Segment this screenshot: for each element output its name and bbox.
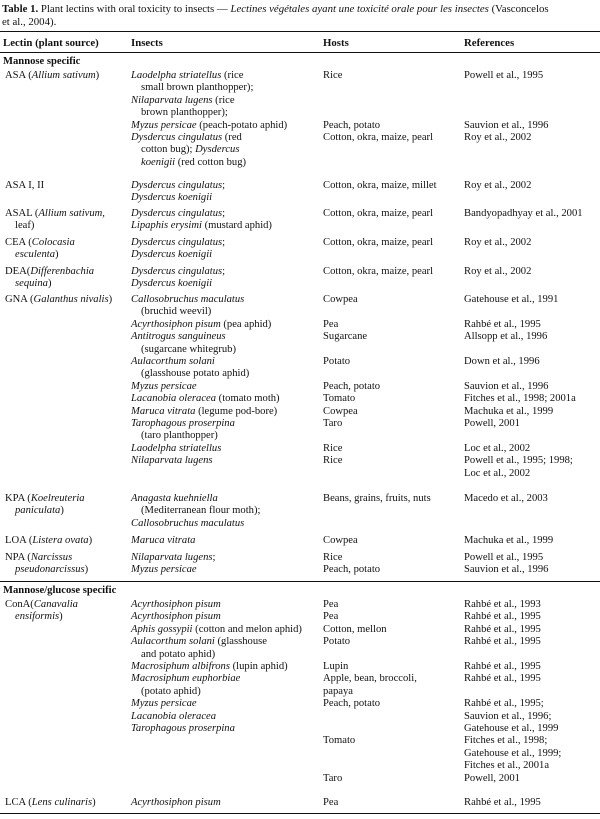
- insect-line: [131, 686, 323, 698]
- text-run: (bruchid weevil): [141, 306, 212, 318]
- text-run: Myzus persicae: [131, 380, 197, 392]
- references-cell-line: Rahbé et al., 1995: [464, 636, 541, 648]
- text-run: KPA (: [5, 493, 31, 504]
- lectin-line: [5, 535, 129, 547]
- text-run: Dysdercus cingulatus: [131, 180, 223, 191]
- hosts-cell-line: Cotton, mellon: [323, 623, 387, 635]
- text-run: Aulacorthum solani: [131, 636, 215, 648]
- insect-line: [131, 220, 323, 232]
- text-run: (pea aphid): [220, 318, 272, 330]
- caption-french: Lectines végétales ayant une toxicité orale pour les insectes: [230, 3, 489, 15]
- references-cell-line: Sauvion et al., 1996: [464, 119, 549, 131]
- hosts-cell-line: Pea: [323, 611, 339, 623]
- hosts-cell-line: Pea: [323, 599, 339, 610]
- table-caption: [2, 3, 598, 29]
- hosts-cell-line: Cotton, okra, maize, pearl: [323, 237, 434, 248]
- text-run: Dysdercus cingulatus: [131, 237, 223, 248]
- references-cell-line: Loc et al., 2002: [464, 467, 531, 479]
- text-run: (lupin aphid): [229, 661, 288, 673]
- insect-line: [131, 381, 323, 393]
- text-run: ): [95, 70, 100, 81]
- text-run: Lipaphis erysimi: [131, 220, 202, 232]
- text-run: (red: [222, 132, 242, 144]
- text-run: esculenta: [15, 249, 56, 261]
- references-cell-line: Machuka et al., 1999: [464, 535, 554, 546]
- text-run: (potato aphid): [141, 685, 201, 697]
- table-top-rule: [0, 31, 600, 32]
- header-rule: [0, 52, 600, 53]
- insect-line: [131, 368, 323, 380]
- text-run: ;: [222, 180, 226, 191]
- text-run: ASA I, II: [5, 180, 45, 191]
- references-cell-line: Powell et al., 1995; 1998;: [464, 455, 573, 467]
- references-cell-line: Sauvion et al., 1996: [464, 380, 549, 392]
- lectin-cell: [5, 180, 129, 192]
- text-run: Nilaparvata lugens: [131, 94, 213, 106]
- text-run: Myzus persicae: [131, 564, 197, 576]
- lectin-line: [5, 220, 129, 232]
- insect-line: [131, 192, 323, 204]
- hosts-cell-line: Taro: [323, 418, 343, 429]
- text-run: paniculata: [15, 505, 61, 517]
- text-run: Allium sativum: [31, 70, 96, 81]
- text-run: ): [108, 294, 113, 305]
- section-title: Mannose specific: [3, 56, 81, 67]
- text-run: Laodelpha striatellus: [131, 70, 222, 81]
- references-cell-line: Roy et al., 2002: [464, 237, 532, 248]
- insect-line: [131, 661, 323, 673]
- text-run: CEA (: [5, 237, 32, 248]
- insect-line: [131, 331, 323, 343]
- lectin-line: [5, 505, 129, 517]
- text-run: Anagasta kuehniella: [131, 493, 218, 504]
- references-cell-line: Loc et al., 2002: [464, 442, 531, 454]
- caption-label: Table 1.: [2, 3, 39, 15]
- insect-line: [131, 455, 323, 467]
- text-run: ): [47, 278, 52, 290]
- header-lectin: Lectin (plant source): [3, 37, 99, 49]
- lectin-line: [5, 599, 129, 611]
- insects-cell: [131, 552, 323, 577]
- lectin-line: [5, 797, 129, 809]
- lectin-line: [5, 249, 129, 261]
- text-run: ;: [222, 266, 226, 277]
- hosts-cell-line: Potato: [323, 356, 351, 367]
- header-references: References: [464, 37, 515, 49]
- insect-line: [131, 624, 323, 636]
- text-run: (taro planthopper): [141, 430, 218, 442]
- insect-line: [131, 82, 323, 94]
- text-run: brown planthopper);: [141, 107, 228, 119]
- references-cell-line: Rahbé et al., 1995: [464, 661, 541, 672]
- lectin-line: [5, 552, 129, 564]
- text-run: Nilaparvata lugens: [131, 455, 213, 467]
- text-run: LOA (: [5, 535, 33, 546]
- text-run: Dysdercus koenigii: [131, 192, 213, 204]
- lectin-cell: [5, 552, 129, 577]
- insect-line: [131, 418, 323, 430]
- text-run: Macrosiphum albifrons: [131, 661, 230, 673]
- text-run: NPA (: [5, 552, 31, 563]
- text-run: Dysdercus: [195, 144, 240, 156]
- references-cell-line: Gatehouse et al., 1999: [464, 723, 559, 734]
- hosts-cell-line: Sugarcane: [323, 331, 368, 343]
- insect-line: [131, 599, 323, 611]
- lectin-cell: [5, 535, 129, 547]
- text-run: Listera ovata: [32, 535, 89, 546]
- text-run: (sugarcane whitegrub): [141, 343, 237, 355]
- hosts-cell-line: papaya: [323, 685, 353, 697]
- text-run: Colocasia: [31, 237, 75, 248]
- lectin-line: [5, 278, 129, 290]
- lectin-cell: [5, 599, 129, 624]
- insect-line: [131, 406, 323, 418]
- hosts-cell-line: Rice: [323, 455, 343, 467]
- text-run: Myzus persicae: [131, 119, 197, 131]
- text-run: Aulacorthum solani: [131, 356, 215, 368]
- text-run: cotton bug);: [141, 144, 196, 156]
- text-run: Acyrthosiphon pisum: [131, 797, 221, 808]
- text-run: ensiformis: [15, 611, 60, 623]
- text-run: Allium sativum,: [38, 208, 105, 219]
- hosts-cell-line: Peach, potato: [323, 698, 381, 710]
- text-run: ): [88, 535, 93, 546]
- text-run: Callosobruchus maculatus: [131, 294, 245, 305]
- insects-cell: [131, 535, 323, 547]
- references-cell-line: Fitches et al., 1998;: [464, 735, 548, 747]
- references-cell-line: Rahbé et al., 1995: [464, 318, 541, 330]
- hosts-cell-line: Pea: [323, 797, 339, 808]
- text-run: ;: [212, 552, 216, 563]
- text-run: ASAL (: [5, 208, 39, 219]
- references-cell-line: Allsopp et al., 1996: [464, 331, 548, 343]
- references-cell-line: Down et al., 1996: [464, 356, 540, 367]
- hosts-cell-line: Apple, bean, broccoli,: [323, 673, 417, 685]
- text-run: Dysdercus cingulatus: [131, 132, 223, 144]
- text-run: Acyrthosiphon pisum: [131, 599, 221, 610]
- header-insects: Insects: [131, 37, 163, 49]
- text-run: ): [55, 249, 59, 261]
- hosts-cell-line: Cowpea: [323, 405, 358, 417]
- section-divider-rule: [0, 581, 600, 582]
- lectin-line: [5, 237, 129, 249]
- text-run: sequina: [15, 278, 48, 290]
- text-run: Koelreuteria: [30, 493, 85, 504]
- references-cell-line: Powell et al., 1995: [464, 70, 544, 81]
- text-run: Narcissus: [30, 552, 73, 563]
- text-run: Acyrthosiphon pisum: [131, 611, 221, 623]
- references-cell-line: Rahbé et al., 1995: [464, 797, 541, 808]
- text-run: and potato aphid): [141, 648, 216, 660]
- references-cell-line: Gatehouse et al., 1991: [464, 294, 559, 305]
- text-run: Dysdercus koenigii: [131, 249, 213, 261]
- text-run: Lacanobia oleracea: [131, 710, 217, 722]
- insect-line: [131, 611, 323, 623]
- insect-line: [131, 278, 323, 290]
- insect-line: [131, 535, 323, 547]
- text-run: small brown planthopper);: [141, 82, 254, 94]
- text-run: koenigii: [141, 156, 176, 168]
- lectin-line: [5, 208, 129, 220]
- text-run: ): [59, 611, 63, 623]
- text-run: Maruca vitrata: [131, 535, 196, 546]
- lectin-cell: [5, 493, 129, 518]
- text-run: LCA (: [5, 797, 32, 808]
- references-cell-line: Roy et al., 2002: [464, 180, 532, 191]
- insect-line: [131, 711, 323, 723]
- text-run: ConA(: [5, 599, 34, 610]
- insect-line: [131, 95, 323, 107]
- lectin-line: [5, 266, 129, 278]
- references-cell-line: Rahbé et al., 1995: [464, 673, 541, 685]
- insect-line: [131, 518, 323, 530]
- text-run: Antitrogus sanguineus: [131, 331, 226, 343]
- references-cell-line: Sauvion et al., 1996;: [464, 710, 552, 722]
- text-run: GNA (: [5, 294, 34, 305]
- text-run: ): [60, 505, 64, 517]
- insect-line: [131, 157, 323, 169]
- text-run: Dysdercus koenigii: [131, 278, 213, 290]
- insect-line: [131, 636, 323, 648]
- section-title: Mannose/glucose specific: [3, 585, 117, 596]
- insect-line: [131, 249, 323, 261]
- text-run: Dysdercus cingulatus: [131, 266, 223, 277]
- lectin-line: [5, 180, 129, 192]
- insects-cell: [131, 70, 323, 169]
- lectin-cell: [5, 266, 129, 291]
- hosts-cell-line: Rice: [323, 70, 343, 81]
- hosts-cell-line: Rice: [323, 442, 343, 454]
- lectin-cell: [5, 70, 129, 82]
- text-run: (mustard aphid): [201, 220, 272, 232]
- references-cell-line: Fitches et al., 2001a: [464, 760, 550, 772]
- hosts-cell-line: Cotton, okra, maize, pearl: [323, 266, 434, 277]
- text-run: (rice: [212, 94, 235, 106]
- hosts-cell-line: Tomato: [323, 735, 356, 747]
- text-run: (rice: [221, 70, 244, 81]
- insect-line: [131, 70, 323, 82]
- insect-line: [131, 306, 323, 318]
- text-run: Canavalia: [33, 599, 78, 610]
- text-run: ): [84, 564, 89, 576]
- hosts-cell-line: Peach, potato: [323, 119, 381, 131]
- insect-line: [131, 132, 323, 144]
- references-cell-line: Sauvion et al., 1996: [464, 564, 549, 576]
- references-cell-line: Powell et al., 1995: [464, 552, 544, 563]
- text-run: (cotton and melon aphid): [192, 623, 302, 635]
- lectin-cell: [5, 208, 129, 233]
- references-cell-line: Rahbé et al., 1993: [464, 599, 541, 610]
- insect-line: [131, 294, 323, 306]
- hosts-cell-line: Tomato: [323, 393, 356, 405]
- insects-cell: [131, 599, 323, 735]
- hosts-cell-line: Cowpea: [323, 535, 358, 546]
- text-run: Macrosiphum euphorbiae: [131, 673, 241, 685]
- hosts-cell-line: Cotton, okra, maize, millet: [323, 180, 437, 191]
- insect-line: [131, 393, 323, 405]
- text-run: ;: [222, 237, 226, 248]
- lectin-line: [5, 294, 129, 306]
- insect-line: [131, 552, 323, 564]
- insects-cell: [131, 266, 323, 291]
- references-cell-line: Powell, 2001: [464, 418, 520, 429]
- table-bottom-rule: [0, 813, 600, 814]
- references-cell-line: Gatehouse et al., 1999;: [464, 747, 562, 759]
- insect-line: [131, 673, 323, 685]
- text-run: ): [92, 797, 96, 808]
- references-cell-line: Rahbé et al., 1995: [464, 623, 541, 635]
- text-run: Laodelpha striatellus: [131, 442, 222, 454]
- hosts-cell-line: Pea: [323, 318, 339, 330]
- text-run: (red cotton bug): [175, 156, 247, 168]
- insect-line: [131, 649, 323, 661]
- text-run: Differenbachia: [30, 266, 95, 277]
- insect-line: [131, 443, 323, 455]
- references-cell-line: Machuka et al., 1999: [464, 405, 554, 417]
- hosts-cell-line: Cotton, okra, maize, pearl: [323, 132, 434, 143]
- text-run: Dysdercus cingulatus: [131, 208, 223, 219]
- text-run: DEA(: [5, 266, 31, 277]
- insect-line: [131, 493, 323, 505]
- hosts-cell-line: Lupin: [323, 661, 349, 672]
- insect-line: [131, 208, 323, 220]
- references-cell-line: Macedo et al., 2003: [464, 493, 548, 504]
- text-run: (Mediterranean flour moth);: [141, 505, 261, 517]
- hosts-cell-line: Taro: [323, 772, 343, 784]
- insects-cell: [131, 797, 323, 809]
- text-run: Lacanobia oleracea: [131, 393, 217, 405]
- insect-line: [131, 319, 323, 331]
- text-run: (tomato moth): [216, 393, 280, 405]
- text-run: Tarophagous proserpina: [131, 418, 235, 430]
- insect-line: [131, 505, 323, 517]
- text-run: (glasshouse: [214, 636, 267, 648]
- text-run: leaf): [15, 220, 35, 232]
- hosts-cell-line: Rice: [323, 552, 343, 563]
- references-cell-line: Fitches et al., 1998; 2001a: [464, 393, 576, 405]
- insect-line: [131, 144, 323, 156]
- insect-line: [131, 266, 323, 278]
- references-cell-line: Roy et al., 2002: [464, 266, 532, 277]
- insect-line: [131, 356, 323, 368]
- lectin-cell: [5, 294, 129, 306]
- insect-line: [131, 107, 323, 119]
- lectin-line: [5, 493, 129, 505]
- text-run: Callosobruchus maculatus: [131, 517, 245, 529]
- text-run: Myzus persicae: [131, 698, 197, 710]
- references-cell-line: Rahbé et al., 1995;: [464, 698, 544, 710]
- text-run: Nilaparvata lugens: [131, 552, 213, 563]
- text-run: Acyrthosiphon pisum: [131, 318, 221, 330]
- insect-line: [131, 698, 323, 710]
- text-run: pseudonarcissus: [15, 564, 85, 576]
- hosts-cell-line: Cotton, okra, maize, pearl: [323, 208, 434, 219]
- text-run: (legume pod-bore): [195, 405, 278, 417]
- insects-cell: [131, 180, 323, 205]
- header-hosts: Hosts: [323, 37, 349, 49]
- caption-cite: (Vasconcelos: [488, 3, 549, 15]
- insects-cell: [131, 493, 323, 530]
- insects-cell: [131, 237, 323, 262]
- text-run: (peach-potato aphid): [196, 119, 288, 131]
- insect-line: [131, 120, 323, 132]
- references-cell-line: Powell, 2001: [464, 772, 520, 784]
- lectin-cell: [5, 797, 129, 809]
- text-run: Maruca vitrata: [131, 405, 196, 417]
- insect-line: [131, 797, 323, 809]
- lectin-line: [5, 611, 129, 623]
- text-run: (glasshouse potato aphid): [141, 368, 250, 380]
- insects-cell: [131, 208, 323, 233]
- text-run: Aphis gossypii: [131, 623, 193, 635]
- hosts-cell-line: Peach, potato: [323, 380, 381, 392]
- lectin-line: [5, 70, 129, 82]
- hosts-cell-line: Cowpea: [323, 294, 358, 305]
- lectin-line: [5, 564, 129, 576]
- insect-line: [131, 723, 323, 735]
- text-run: Lens culinaris: [31, 797, 93, 808]
- insect-line: [131, 237, 323, 249]
- caption-cite-cont: et al., 2004).: [2, 16, 57, 28]
- text-run: Tarophagous proserpina: [131, 723, 235, 735]
- references-cell-line: Bandyopadhyay et al., 2001: [464, 208, 583, 219]
- text-run: Galanthus nivalis: [33, 294, 109, 305]
- hosts-cell-line: Potato: [323, 636, 351, 648]
- references-cell-line: Rahbé et al., 1995: [464, 611, 541, 623]
- text-run: ASA (: [5, 70, 32, 81]
- hosts-cell-line: Beans, grains, fruits, nuts: [323, 493, 431, 504]
- caption-text: Plant lectins with oral toxicity to insects —: [38, 3, 231, 15]
- insect-line: [131, 564, 323, 576]
- insect-line: [131, 430, 323, 442]
- insects-cell: [131, 294, 323, 468]
- text-run: ;: [222, 208, 226, 219]
- insect-line: [131, 180, 323, 192]
- lectin-cell: [5, 237, 129, 262]
- references-cell-line: Roy et al., 2002: [464, 132, 532, 143]
- insect-line: [131, 344, 323, 356]
- hosts-cell-line: Peach, potato: [323, 564, 381, 576]
